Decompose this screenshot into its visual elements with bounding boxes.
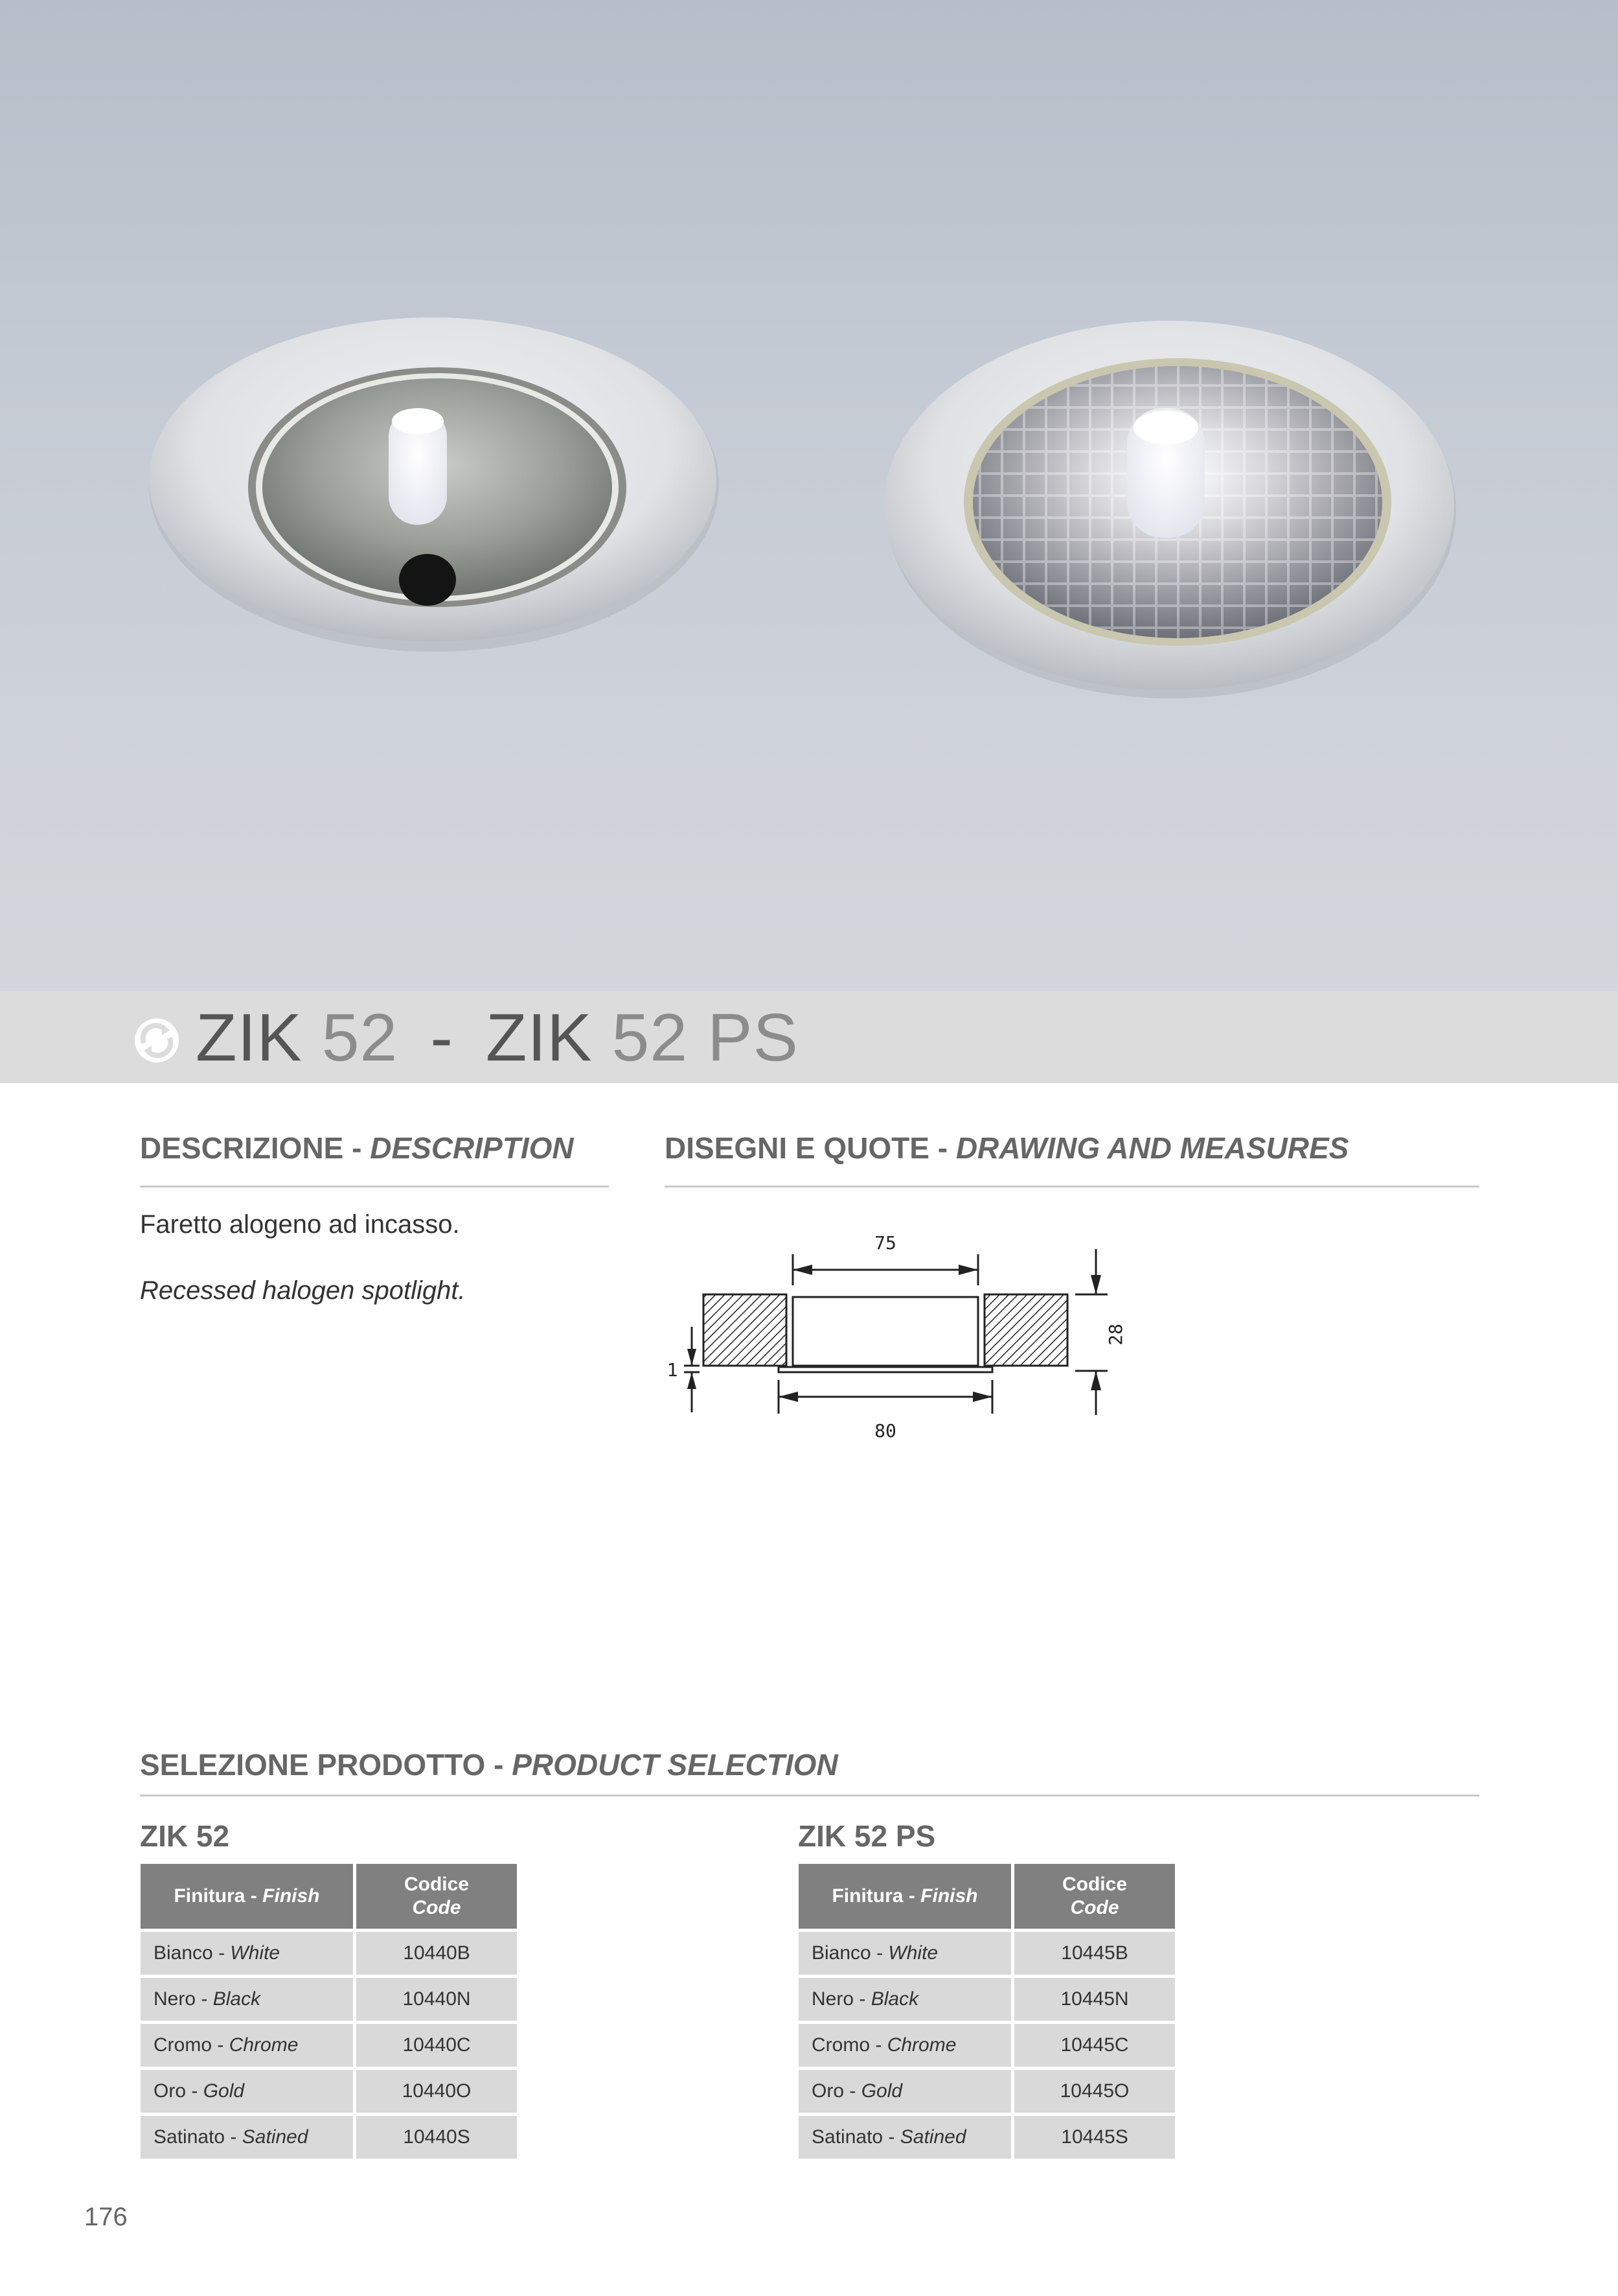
table-row: [141, 2070, 517, 2113]
table-row: [799, 2024, 1175, 2067]
finish-cell: Nero - Black: [141, 1978, 353, 2021]
table-row: [799, 2070, 1175, 2113]
table-header-row: [799, 1864, 1175, 1929]
table-row: [799, 1932, 1175, 1975]
recycle-arrows-icon: [133, 1017, 180, 1064]
code-cell: 10440O: [356, 2070, 517, 2113]
page-number: 176: [84, 2203, 128, 2231]
finish-cell: Satinato - Satined: [141, 2116, 353, 2159]
title-part4: 52 PS: [611, 1000, 799, 1075]
selection-heading: [140, 1747, 838, 1783]
finish-cell: Bianco - White: [799, 1932, 1011, 1975]
description-heading: [140, 1130, 574, 1166]
table-title-zik52: ZIK 52: [140, 1819, 230, 1853]
code-cell: 10440B: [356, 1932, 517, 1975]
table-row: [141, 2116, 517, 2159]
code-cell: 10440S: [356, 2116, 517, 2159]
dim-flange-label: 1: [667, 1359, 678, 1381]
finish-cell: Cromo - Chrome: [141, 2024, 353, 2067]
col-finish-header: Finitura - Finish: [799, 1864, 1011, 1929]
title-part3: ZIK: [485, 1000, 593, 1075]
description-rule: [140, 1186, 609, 1188]
col-finish-header: Finitura - Finish: [141, 1864, 353, 1929]
title-part1: ZIK: [196, 1000, 302, 1075]
finish-cell: Nero - Black: [799, 1978, 1011, 2021]
fixture-body: [793, 1297, 978, 1366]
finish-cell: Bianco - White: [141, 1932, 353, 1975]
finish-cell: Oro - Gold: [141, 2070, 353, 2113]
description-heading-it: DESCRIZIONE -: [140, 1131, 362, 1165]
table-row: [141, 2024, 517, 2067]
table-row: [141, 1978, 517, 2021]
col-code-header: Codice Code: [1014, 1864, 1175, 1929]
drawing-rule: [665, 1186, 1479, 1188]
title-separator: -: [430, 1000, 453, 1075]
table-row: [799, 1978, 1175, 2021]
title-part2: 52: [321, 1000, 398, 1075]
product-table-zik52ps: [795, 1861, 1178, 2162]
technical-drawing: [654, 1218, 1159, 1464]
selection-heading-en: PRODUCT SELECTION: [512, 1748, 838, 1782]
dim-height-label: 28: [1105, 1324, 1126, 1346]
finish-cell: Oro - Gold: [799, 2070, 1011, 2113]
selection-rule: [140, 1795, 1479, 1797]
drawing-heading-en: DRAWING AND MEASURES: [955, 1131, 1349, 1165]
drawing-heading-it: DISEGNI E QUOTE -: [665, 1131, 948, 1165]
ceiling-left-block: [703, 1294, 786, 1366]
dim-bottom-label: 80: [874, 1420, 896, 1441]
selection-heading-it: SELEZIONE PRODOTTO -: [140, 1748, 504, 1782]
drawing-heading: [665, 1130, 1349, 1166]
finish-cell: Satinato - Satined: [799, 2116, 1011, 2159]
dim-top-label: 75: [874, 1232, 896, 1254]
product-title: [196, 999, 799, 1077]
spotlight-zik52ps-image: [884, 321, 1456, 698]
description-text-it: Faretto alogeno ad incasso.: [140, 1210, 460, 1239]
code-cell: 10440C: [356, 2024, 517, 2067]
product-table-zik52: [137, 1861, 520, 2162]
ceiling-right-block: [985, 1294, 1067, 1366]
table-row: [799, 2116, 1175, 2159]
product-photo: [0, 0, 1618, 991]
table-title-zik52ps: ZIK 52 PS: [798, 1819, 936, 1853]
code-cell: 10445N: [1014, 1978, 1175, 2021]
spotlight-zik52-image: [149, 317, 719, 652]
code-cell: 10445C: [1014, 2024, 1175, 2067]
code-cell: 10445O: [1014, 2070, 1175, 2113]
code-cell: 10440N: [356, 1978, 517, 2021]
table-header-row: [141, 1864, 517, 1929]
finish-cell: Cromo - Chrome: [799, 2024, 1011, 2067]
description-heading-en: DESCRIPTION: [370, 1131, 574, 1165]
code-cell: 10445S: [1014, 2116, 1175, 2159]
code-cell: 10445B: [1014, 1932, 1175, 1975]
table-row: [141, 1932, 517, 1975]
fixture-flange: [779, 1367, 992, 1372]
col-code-header: Codice Code: [356, 1864, 517, 1929]
description-text-en: Recessed halogen spotlight.: [140, 1276, 466, 1305]
